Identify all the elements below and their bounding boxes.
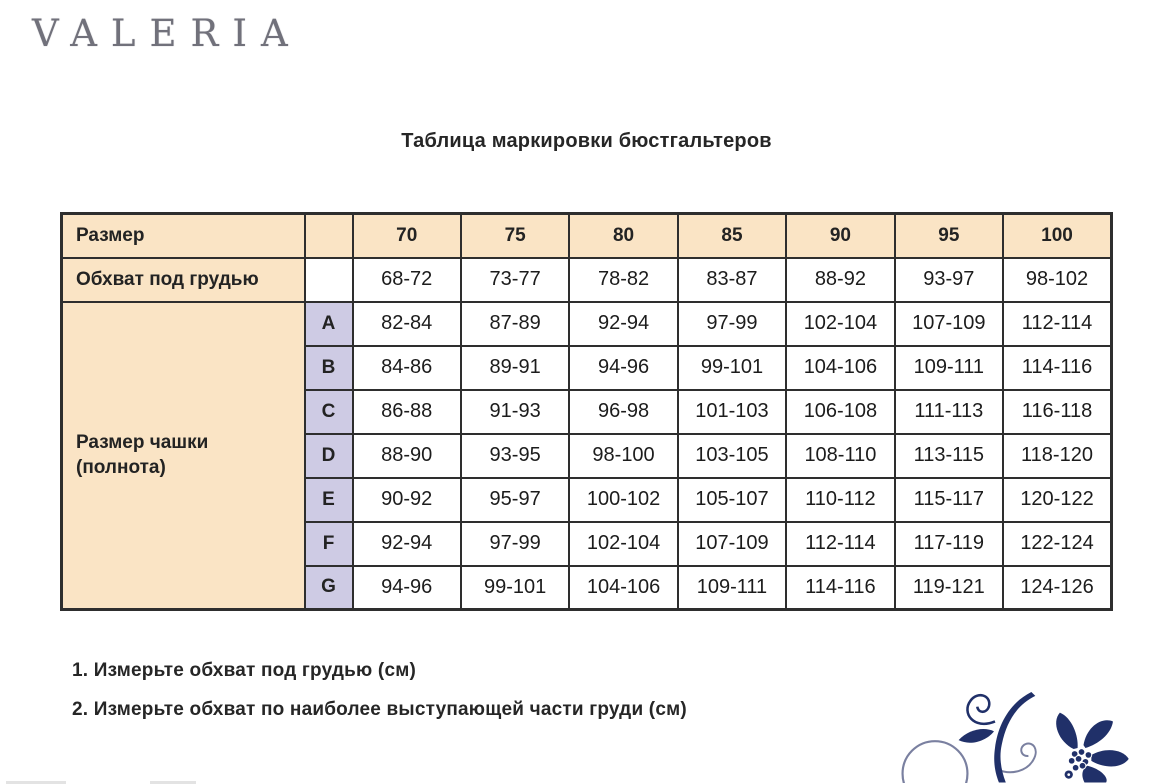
underbust-value-cell: 83-87: [678, 258, 786, 302]
measurement-cell: 113-115: [895, 434, 1003, 478]
measurement-cell: 119-121: [895, 566, 1003, 610]
measurement-cell: 89-91: [461, 346, 569, 390]
measurement-cell: 102-104: [786, 302, 894, 346]
measurement-cell: 100-102: [569, 478, 677, 522]
cup-letter-cell: E: [305, 478, 353, 522]
measurement-cell: 97-99: [678, 302, 786, 346]
measurement-cell: 105-107: [678, 478, 786, 522]
underbust-value-cell: 68-72: [353, 258, 461, 302]
measurement-cell: 112-114: [1003, 302, 1111, 346]
underbust-value-cell: 78-82: [569, 258, 677, 302]
instruction-2: 2. Измерьте обхват по наиболее выступающей части груди (см): [72, 699, 687, 720]
size-label-cell: Размер: [62, 214, 305, 258]
size-col-header: 80: [569, 214, 677, 258]
underbust-empty-cell: [305, 258, 353, 302]
measurement-cell: 120-122: [1003, 478, 1111, 522]
brand-logo: VALERIA: [32, 12, 302, 55]
measurement-cell: 99-101: [678, 346, 786, 390]
measurement-cell: 122-124: [1003, 522, 1111, 566]
corner-empty-cell: [305, 214, 353, 258]
measurement-cell: 114-116: [786, 566, 894, 610]
measurement-cell: 98-100: [569, 434, 677, 478]
measurement-cell: 112-114: [786, 522, 894, 566]
measurement-cell: 109-111: [895, 346, 1003, 390]
measurement-cell: 103-105: [678, 434, 786, 478]
measurement-cell: 101-103: [678, 390, 786, 434]
measurement-cell: 102-104: [569, 522, 677, 566]
measurement-cell: 107-109: [895, 302, 1003, 346]
measurement-cell: 94-96: [569, 346, 677, 390]
cup-letter-cell: B: [305, 346, 353, 390]
measurement-cell: 95-97: [461, 478, 569, 522]
instruction-1: 1. Измерьте обхват под грудью (см): [72, 660, 417, 681]
size-col-header: 85: [678, 214, 786, 258]
measurement-cell: 116-118: [1003, 390, 1111, 434]
size-col-header: 90: [786, 214, 894, 258]
measurement-cell: 84-86: [353, 346, 461, 390]
measurement-cell: 110-112: [786, 478, 894, 522]
measurement-cell: 108-110: [786, 434, 894, 478]
measurement-cell: 92-94: [353, 522, 461, 566]
measurement-cell: 96-98: [569, 390, 677, 434]
size-col-header: 100: [1003, 214, 1111, 258]
cup-letter-cell: G: [305, 566, 353, 610]
measurement-cell: 94-96: [353, 566, 461, 610]
size-chart-table: [60, 212, 1113, 611]
cup-row-A: [62, 302, 1112, 346]
cup-letter-cell: A: [305, 302, 353, 346]
size-col-header: 70: [353, 214, 461, 258]
measurement-cell: 82-84: [353, 302, 461, 346]
underbust-row: [62, 258, 1112, 302]
underbust-value-cell: 93-97: [895, 258, 1003, 302]
measurement-cell: 91-93: [461, 390, 569, 434]
cup-letter-cell: C: [305, 390, 353, 434]
size-header-row: [62, 214, 1112, 258]
underbust-value-cell: 73-77: [461, 258, 569, 302]
measurement-cell: 117-119: [895, 522, 1003, 566]
measurement-cell: 118-120: [1003, 434, 1111, 478]
measurement-cell: 111-113: [895, 390, 1003, 434]
measurement-cell: 107-109: [678, 522, 786, 566]
measurement-cell: 97-99: [461, 522, 569, 566]
measurement-cell: 93-95: [461, 434, 569, 478]
underbust-value-cell: 98-102: [1003, 258, 1111, 302]
measurement-cell: 99-101: [461, 566, 569, 610]
size-col-header: 75: [461, 214, 569, 258]
measurement-cell: 87-89: [461, 302, 569, 346]
cup-letter-cell: F: [305, 522, 353, 566]
measurement-cell: 106-108: [786, 390, 894, 434]
cup-size-label-cell: Размер чашки (полнота): [62, 302, 305, 610]
measurement-cell: 115-117: [895, 478, 1003, 522]
measurement-cell: 104-106: [569, 566, 677, 610]
measurement-cell: 104-106: [786, 346, 894, 390]
measurement-cell: 114-116: [1003, 346, 1111, 390]
floral-ornament-icon: [876, 659, 1171, 783]
page-title: Таблица маркировки бюстгальтеров: [401, 130, 772, 152]
cup-letter-cell: D: [305, 434, 353, 478]
measurement-cell: 86-88: [353, 390, 461, 434]
measurement-instructions: [72, 660, 687, 738]
measurement-cell: 90-92: [353, 478, 461, 522]
underbust-label-cell: Обхват под грудью: [62, 258, 305, 302]
measurement-cell: 88-90: [353, 434, 461, 478]
size-col-header: 95: [895, 214, 1003, 258]
measurement-cell: 109-111: [678, 566, 786, 610]
underbust-value-cell: 88-92: [786, 258, 894, 302]
measurement-cell: 92-94: [569, 302, 677, 346]
measurement-cell: 124-126: [1003, 566, 1111, 610]
